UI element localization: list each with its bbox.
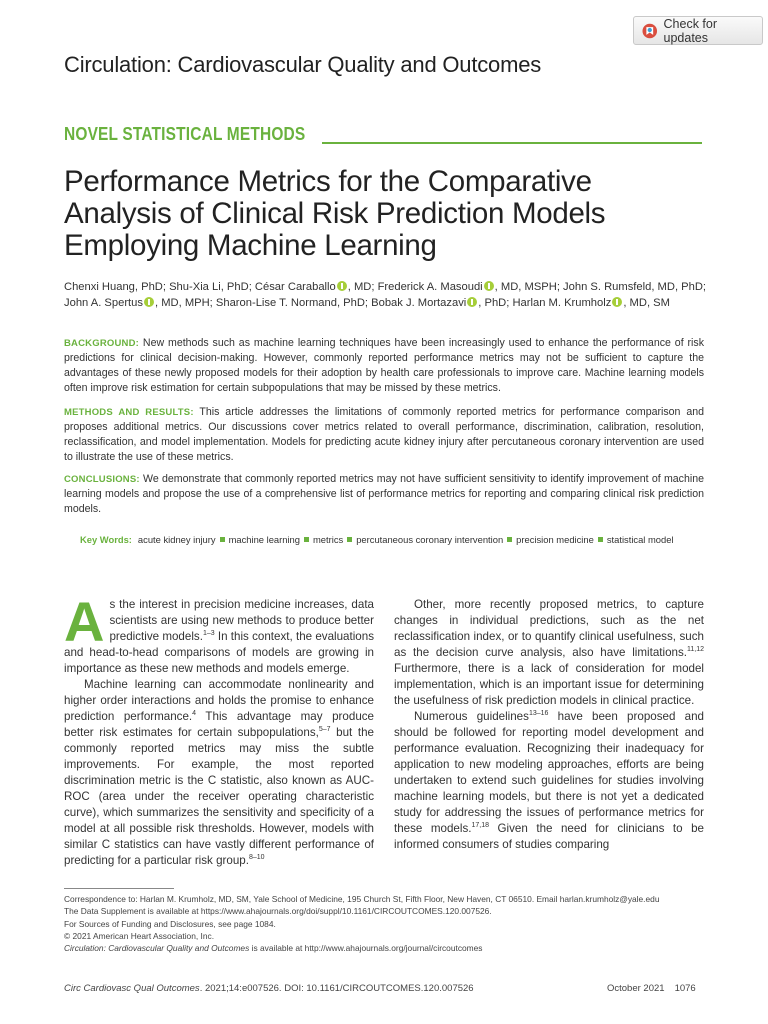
author-text: Chenxi Huang, PhD; Shu-Xia Li, PhD; César Caraballo: [64, 281, 336, 293]
bullet-square-icon: [347, 537, 352, 542]
footnote-supplement: The Data Supplement is available at https://www.ahajournals.org/doi/suppl/10.1161/CIRCOUTCOMES.120.007526.: [64, 906, 492, 917]
body-text: Other, more recently proposed metrics, to capture changes in individual predictions, such as the net reclassification index, or to quantify clinical usefulness, such as the decision curve analysis, also have limitations.: [394, 598, 704, 659]
abstract-label: METHODS AND RESULTS:: [64, 407, 194, 418]
orcid-icon[interactable]: [612, 297, 622, 307]
author-list: [64, 279, 714, 311]
orcid-icon[interactable]: [484, 281, 494, 291]
body-text: In this context, the evaluations and head-to-head comparisons of models are growing in importance as these new methods and models emerge.: [64, 630, 374, 675]
orcid-icon[interactable]: [144, 297, 154, 307]
abstract-conclusions: [64, 472, 704, 517]
author-line: [64, 295, 714, 311]
bullet-square-icon: [507, 537, 512, 542]
citation-ref[interactable]: 1–3: [202, 630, 215, 638]
footer-date-page: [607, 983, 696, 994]
check-for-updates-button[interactable]: [633, 16, 763, 45]
section-heading: NOVEL STATISTICAL METHODS: [64, 124, 306, 144]
body-text: but the commonly reported metrics may miss the subtle improvements. For example, the most reported discrimination metric is the C statistic, also known as AUC-ROC (area under the receiver operating characteristic curve), which summarizes the sensitivity and specificity of a model at all possible risk thresholds. However, models with similar C statistics can have vastly different performance of predicting for a particular risk group.: [64, 726, 374, 867]
article-title: [64, 166, 704, 262]
footnote-availability: [64, 942, 724, 954]
keyword[interactable]: precision medicine: [516, 534, 594, 545]
body-text: This advantage may produce better risk estimates for certain subpopulations,: [64, 710, 375, 739]
citation-ref[interactable]: 13–16: [528, 710, 549, 718]
author-line: [64, 279, 714, 295]
body-paragraph: [64, 590, 374, 677]
citation-ref[interactable]: 4: [192, 710, 197, 718]
keywords-label: Key Words:: [80, 534, 132, 545]
bullet-square-icon: [304, 537, 309, 542]
body-column-right: [394, 597, 704, 853]
body-paragraph: [64, 677, 374, 869]
abstract-label: BACKGROUND:: [64, 338, 140, 349]
keywords: [80, 534, 674, 545]
keyword[interactable]: machine learning: [228, 534, 300, 545]
body-column-left: [64, 590, 375, 869]
abstract-text: New methods such as machine learning techniques have been increasingly used to enhance the performance of risk predictions for clinical decision-making. However, commonly reported performance metrics may not be sufficient to capture the advantages of these newly proposed models for their adoption by health care professionals to improve care. Machine learning models often improve risk estimation for certain subpopulations that may be missed by these metrics.: [64, 337, 704, 394]
body-text: Numerous guidelines: [414, 710, 529, 723]
section-rule: [322, 142, 702, 144]
abstract-background: [64, 336, 704, 396]
orcid-icon[interactable]: [467, 297, 477, 307]
footnote-journal: Circulation: Cardiovascular Quality and Outcomes: [64, 943, 250, 954]
title-line: Employing Machine Learning: [64, 229, 437, 262]
citation-ref[interactable]: 5–7: [318, 726, 331, 734]
author-text: John A. Spertus: [64, 297, 143, 309]
body-text: Machine learning can accommodate nonlinearity and higher order interactions and holds the promise to enhance prediction performance.: [64, 678, 374, 723]
keyword[interactable]: percutaneous coronary intervention: [356, 534, 504, 545]
page-number: 1076: [674, 983, 696, 994]
crossmark-icon: [642, 23, 658, 39]
body-text: have been proposed and should be followed for reporting model development and performance evaluation. Recognizing their inadequacy for application to new modeling approaches, efforts are being undertaken to extend such guidelines for studies involving machine learning models, but there is not yet a dedicated study for addressing the issues of performance metrics for these models.: [394, 710, 704, 835]
title-line: Performance Metrics for the Comparative: [64, 165, 592, 198]
body-paragraph: [394, 597, 704, 709]
bullet-square-icon: [598, 537, 603, 542]
abstract-text: We demonstrate that commonly reported metrics may not have sufficient sensitivity to identify improvement of machine learning models and propose the use of a comprehensive list of performance metrics for reporting and comparing clinical risk prediction models.: [64, 473, 704, 515]
author-text: , PhD; Harlan M. Krumholz: [478, 297, 612, 309]
footer-citation: [64, 983, 474, 994]
footer-journal: Circ Cardiovasc Qual Outcomes: [64, 983, 200, 994]
author-text: , MD; Frederick A. Masoudi: [347, 281, 483, 293]
citation-ref[interactable]: 11,12: [687, 646, 704, 654]
body-text: Given the need for clinicians to be informed consumers of studies comparing: [394, 822, 704, 851]
body-text: s the interest in precision medicine increases, data scientists are using new methods to produce better predictive models.: [109, 598, 374, 643]
footnote-text: is available at http://www.ahajournals.org/journal/circoutcomes: [249, 943, 483, 954]
check-for-updates-label: Check for updates: [663, 16, 718, 45]
footnote-copyright: © 2021 American Heart Association, Inc.: [64, 930, 215, 941]
footnote-funding: For Sources of Funding and Disclosures, see page 1084.: [64, 918, 276, 929]
footnotes: [64, 893, 724, 954]
citation-ref[interactable]: 17,18: [471, 822, 490, 830]
title-line: Analysis of Clinical Risk Prediction Models: [64, 197, 606, 230]
orcid-icon[interactable]: [337, 281, 347, 291]
citation-ref[interactable]: 8–10: [248, 854, 265, 862]
drop-cap: A: [64, 590, 105, 653]
footer-doi: . 2021;14:e007526. DOI: 10.1161/CIRCOUTCOMES.120.007526: [199, 983, 474, 994]
keyword[interactable]: metrics: [312, 534, 344, 545]
body-paragraph: [394, 709, 704, 853]
abstract-label: CONCLUSIONS:: [64, 474, 140, 485]
abstract-methods-results: [64, 405, 704, 465]
author-text: , MD, MPH; Sharon-Lise T. Normand, PhD; Bobak J. Mortazavi: [154, 297, 467, 309]
footer-date: October 2021: [607, 983, 665, 994]
keyword[interactable]: statistical model: [606, 534, 674, 545]
footnote-rule: [64, 888, 174, 889]
body-text: Furthermore, there is a lack of consideration for model implementation, which is an important issue for determining the usefulness of risk prediction models in clinical practice.: [394, 662, 704, 707]
footnote-correspondence: Correspondence to: Harlan M. Krumholz, MD, SM, Yale School of Medicine, 195 Church St, Fifth Floor, New Haven, CT 06510. Email harlan.krumholz@yale.edu: [64, 894, 660, 904]
author-text: , MD, SM: [623, 297, 670, 309]
keyword[interactable]: acute kidney injury: [137, 534, 216, 545]
author-text: , MD, MSPH; John S. Rumsfeld, MD, PhD;: [494, 281, 707, 293]
journal-name: Circulation: Cardiovascular Quality and Outcomes: [64, 52, 542, 77]
abstract-text: This article addresses the limitations of commonly reported metrics for performance comparison and proposes additional metrics. Our discussions cover metrics related to overall performance, discrimination, calibration, resolution, reclassification, and model implementation. Models for predicting acute kidney injury after percutaneous coronary intervention are used to illustrate the use of these metrics.: [64, 406, 704, 463]
bullet-square-icon: [220, 537, 225, 542]
